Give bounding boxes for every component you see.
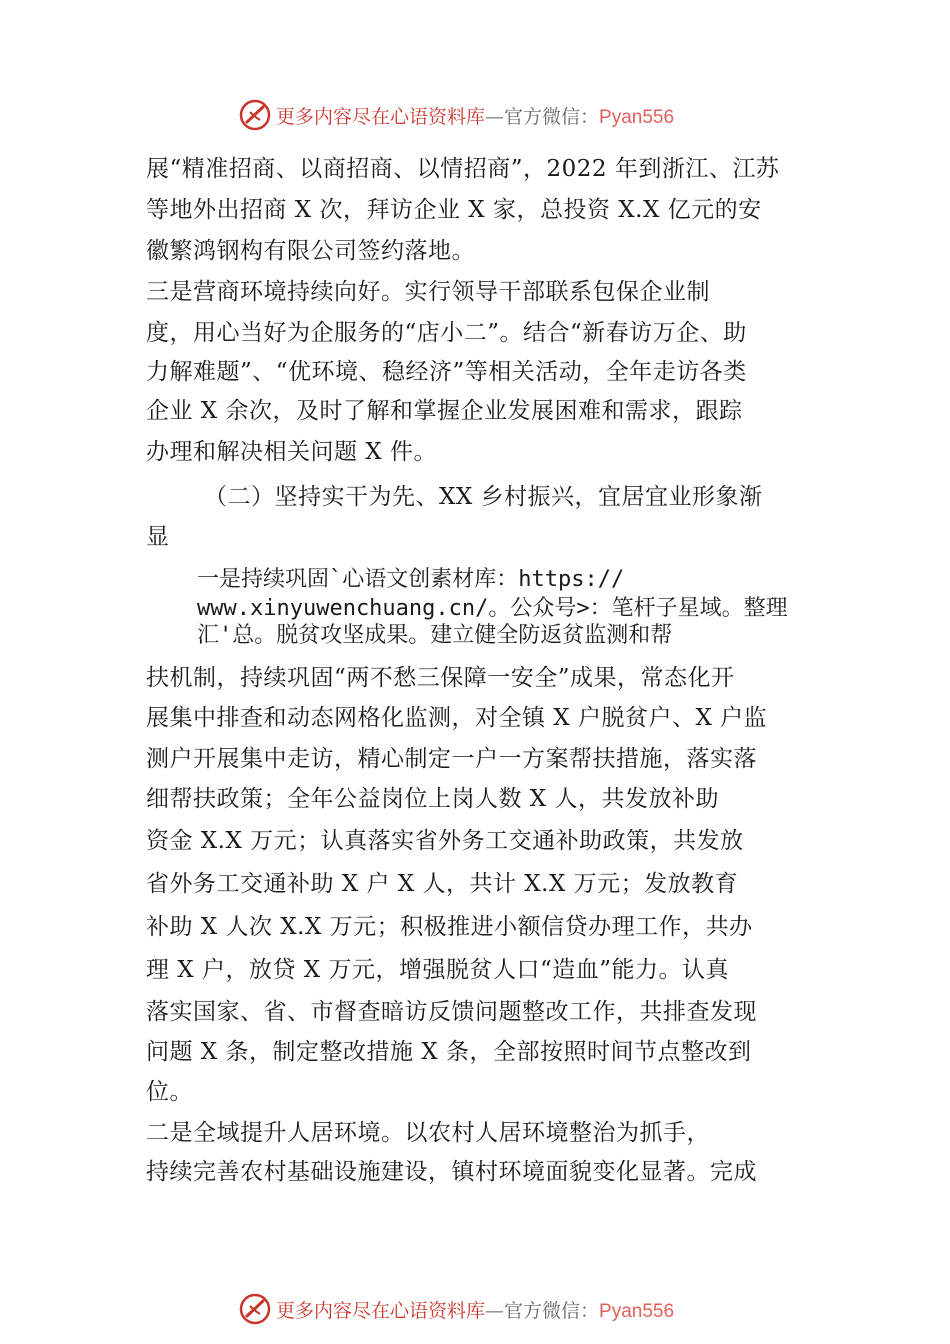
paragraph-line: 徽繁鸿钢构有限公司签约落地。 [146, 238, 475, 264]
paragraph-line: 细帮扶政策；全年公益岗位上岗人数 X 人，共发放补助 [146, 786, 719, 812]
paragraph-line: 持续完善农村基础设施建设，镇村环境面貌变化显著。完成 [146, 1159, 757, 1185]
paragraph-line: 等地外出招商 X 次，拜访企业 X 家，总投资 X.X 亿元的安 [146, 197, 762, 223]
paragraph-line: 汇'总。脱贫攻坚成果。建立健全防返贫监测和帮 [197, 623, 673, 648]
paragraph-line: 二是全域提升人居环境。以农村人居环境整治为抓手， [146, 1120, 710, 1146]
paragraph-line: 问题 X 条，制定整改措施 X 条，全部按照时间节点整改到 [146, 1039, 752, 1065]
paragraph-line: 展集中排查和动态网格化监测，对全镇 X 户脱贫户、X 户监 [146, 705, 768, 731]
paragraph-line: 力解难题”、“优环境、稳经济”等相关活动，全年走访各类 [146, 359, 747, 385]
banner-title: 更多内容尽在心语资料库 [276, 105, 486, 128]
banner-title: 更多内容尽在心语资料库 [276, 1299, 486, 1322]
paragraph-line: 三是营商环境持续向好。实行领导干部联系包保企业制 [146, 279, 710, 305]
banner-separator: — [485, 1299, 505, 1322]
banner-wechat-label: 官方微信： [504, 1299, 600, 1322]
paragraph-line: 补助 X 人次 X.X 万元；积极推进小额信贷办理工作，共办 [146, 914, 753, 940]
paragraph-line: 省外务工交通补助 X 户 X 人，共计 X.X 万元；发放教育 [146, 871, 739, 897]
paragraph-line: 测户开展集中走访，精心制定一户一方案帮扶措施，落实落 [146, 746, 757, 772]
banner-wechat-label: 官方微信： [504, 105, 600, 128]
paragraph-line: 企业 X 余次，及时了解和掌握企业发展困难和需求，跟踪 [146, 398, 743, 424]
paragraph-line: 资金 X.X 万元；认真落实省外务工交通补助政策，共发放 [146, 828, 744, 854]
paragraph-line: 办理和解决相关问题 X 件。 [146, 439, 437, 465]
section-heading: （二）坚持实干为先、XX 乡村振兴，宜居宜业形象渐 [204, 484, 763, 510]
paragraph-line: www.xinyuwenchuang.cn/。公众号>：笔杆子星域。整理 [197, 596, 788, 621]
paragraph-line: 展“精准招商、以商招商、以情招商”，2022 年到浙江、江苏 [146, 156, 780, 182]
paragraph-line: 扶机制，持续巩固“两不愁三保障一安全”成果，常态化开 [146, 665, 735, 691]
section-heading-continued: 显 [146, 524, 170, 550]
logo-icon [238, 98, 272, 132]
paragraph-line: 落实国家、省、市督查暗访反馈问题整改工作，共排查发现 [146, 999, 757, 1025]
footer-banner [238, 1292, 738, 1326]
paragraph-line: 一是持续巩固`心语文创素材库：https:// [197, 567, 625, 592]
paragraph-line: 理 X 户，放贷 X 万元，增强脱贫人口“造血”能力。认真 [146, 957, 730, 983]
header-banner [238, 98, 738, 132]
paragraph-line: 度，用心当好为企服务的“店小二”。结合“新春访万企、助 [146, 320, 747, 346]
banner-wechat-id: Pyan556 [599, 106, 675, 128]
banner-separator: — [485, 105, 505, 128]
logo-icon [238, 1292, 272, 1326]
banner-wechat-id: Pyan556 [599, 1300, 675, 1322]
paragraph-line: 位。 [146, 1079, 193, 1105]
